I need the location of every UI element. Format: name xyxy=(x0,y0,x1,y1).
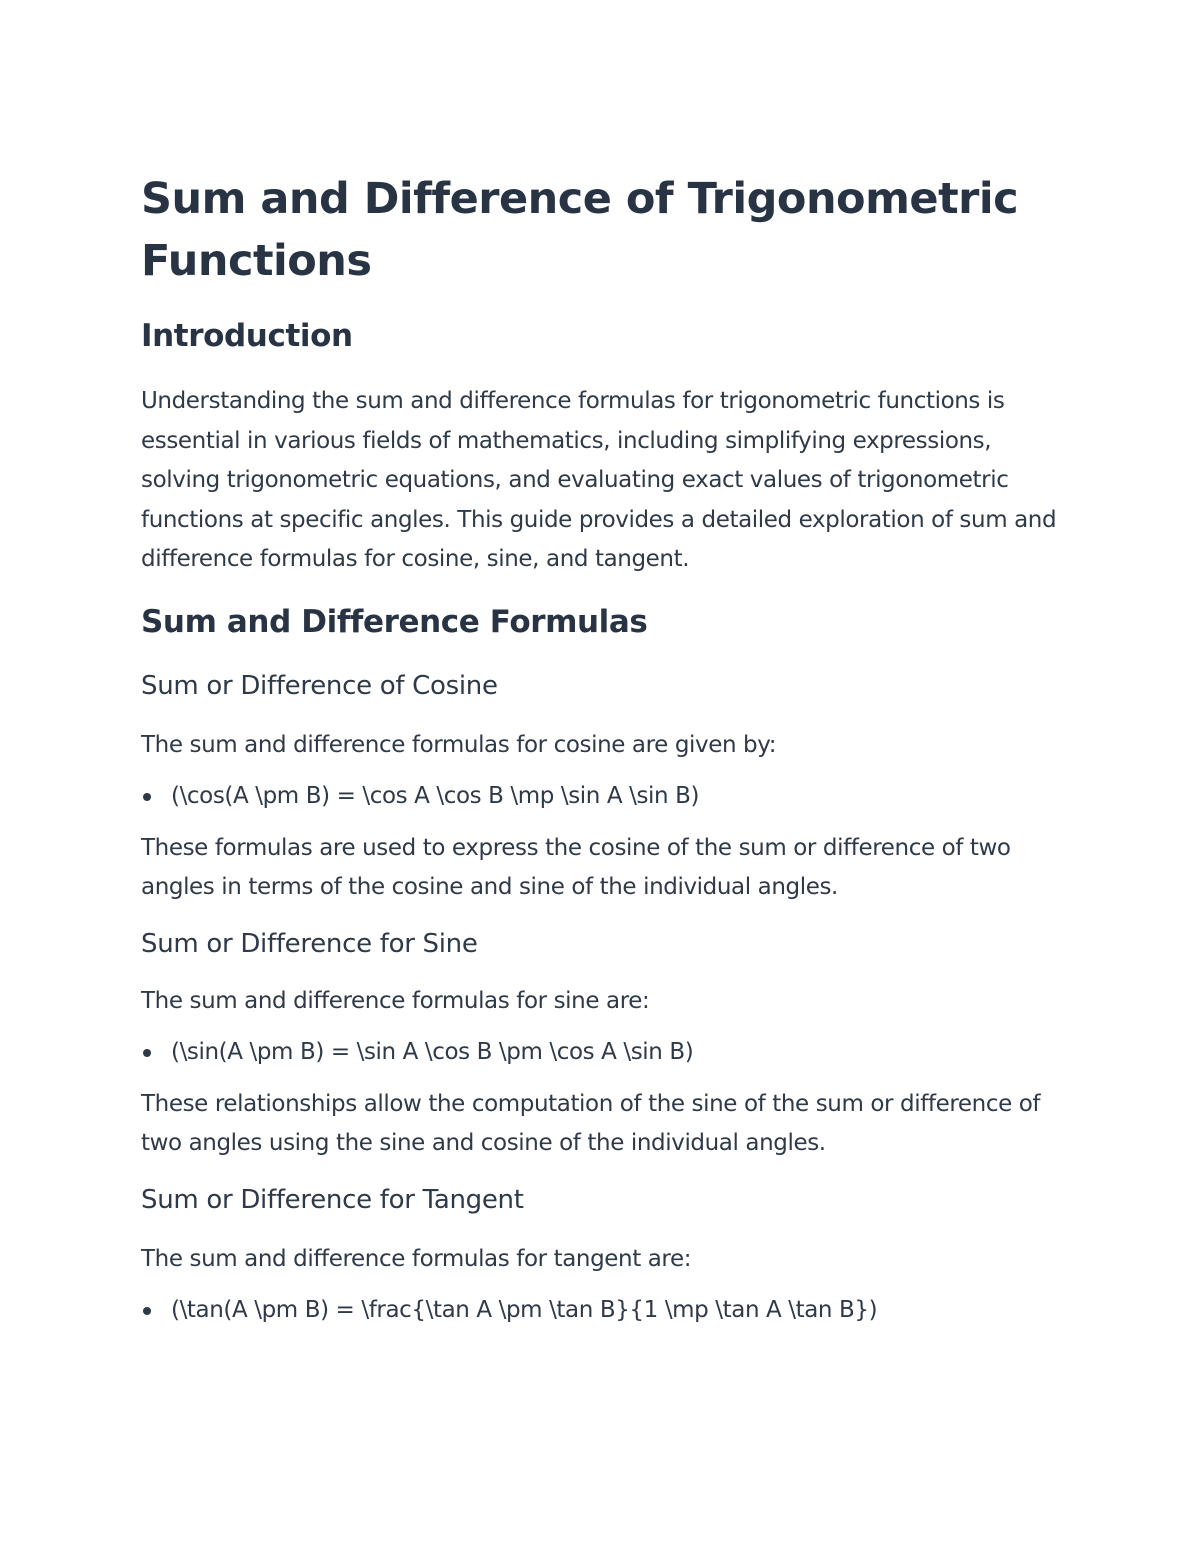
cosine-explanation: These formulas are used to express the cosine of the sum or difference of two angles in terms of the cosine and sine of the individual angles. xyxy=(141,834,1011,900)
list-item xyxy=(141,777,1071,817)
document-page xyxy=(141,168,1071,1331)
bullet-icon xyxy=(143,793,151,801)
cosine-heading: Sum or Difference of Cosine xyxy=(141,670,498,701)
sine-explanation: These relationships allow the computation of the sine of the sum or difference of two angles using the sine and cosine of the individual angles. xyxy=(141,1090,1041,1156)
sine-intro: The sum and difference formulas for sine are: xyxy=(141,987,650,1014)
cosine-formula-list xyxy=(141,777,1071,817)
tangent-formula: (\tan(A \pm B) = \frac{\tan A \pm \tan B}{1 \mp \tan A \tan B}) xyxy=(171,1297,878,1323)
tangent-intro: The sum and difference formulas for tangent are: xyxy=(141,1245,692,1272)
tangent-formula-list xyxy=(141,1291,1071,1331)
cosine-formula: (\cos(A \pm B) = \cos A \cos B \mp \sin A \sin B) xyxy=(171,783,700,809)
list-item xyxy=(141,1291,1071,1331)
sine-formula: (\sin(A \pm B) = \sin A \cos B \pm \cos A \sin B) xyxy=(171,1039,694,1065)
list-item xyxy=(141,1033,1071,1073)
sine-formula-list xyxy=(141,1033,1071,1073)
formulas-heading: Sum and Difference Formulas xyxy=(141,603,648,640)
introduction-heading: Introduction xyxy=(141,318,353,354)
tangent-heading: Sum or Difference for Tangent xyxy=(141,1184,524,1215)
page-title: Sum and Difference of Trigonometric Functions xyxy=(141,174,1019,286)
bullet-icon xyxy=(143,1307,151,1315)
introduction-paragraph: Understanding the sum and difference formulas for trigonometric functions is essential in various fields of mathematics, including simplifying expressions, solving trigonometric equations, and evaluating exact values of trigonometric functions at specific angles. This guide provides a detailed exploration of sum and difference formulas for cosine, sine, and tangent. xyxy=(141,388,1057,572)
cosine-intro: The sum and difference formulas for cosine are given by: xyxy=(141,731,777,758)
sine-heading: Sum or Difference for Sine xyxy=(141,928,478,959)
bullet-icon xyxy=(143,1049,151,1057)
